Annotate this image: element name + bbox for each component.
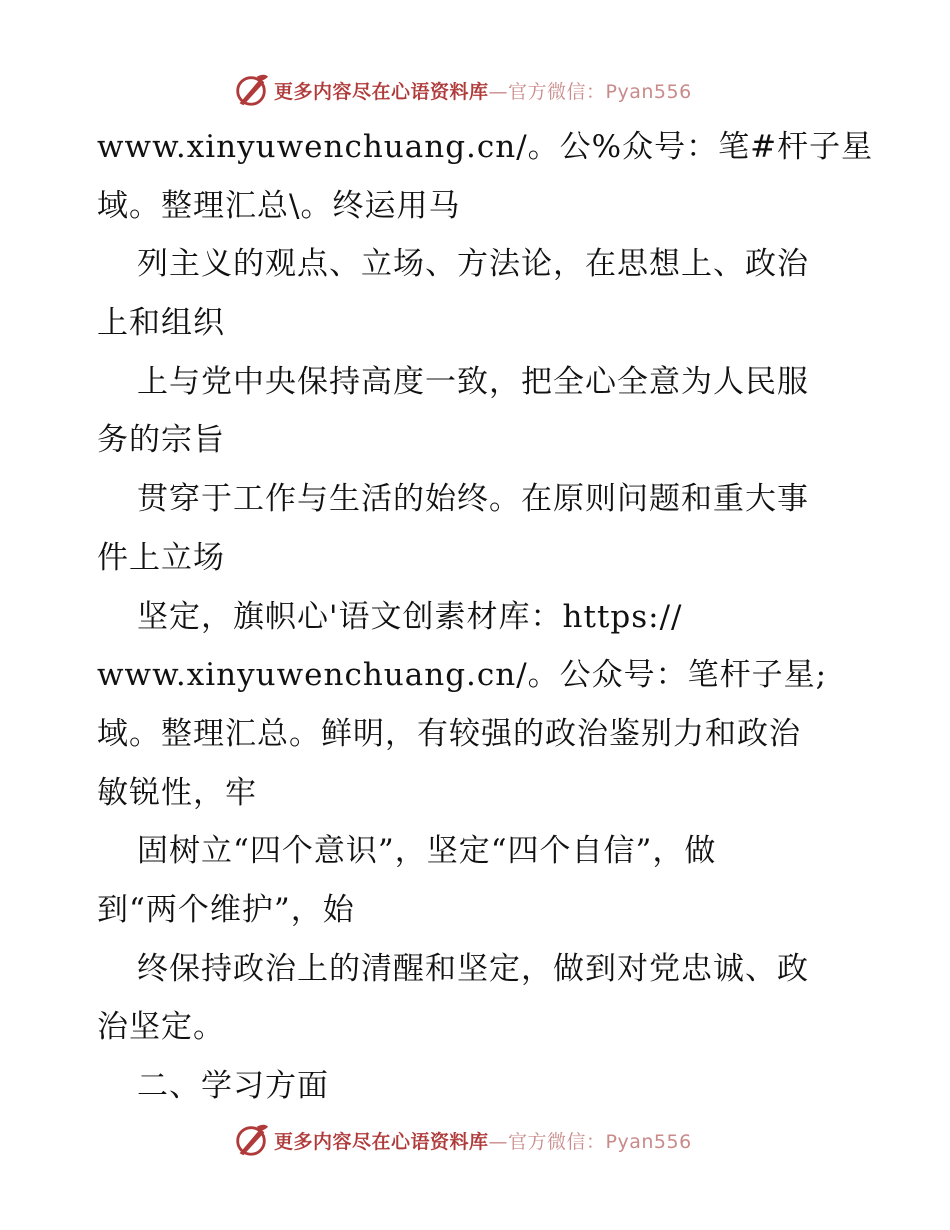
text-line: www.xinyuwenchuang.cn/。公众号：笔杆子星; (97, 657, 828, 694)
document-body (97, 118, 874, 1116)
footer-separator: — (488, 1130, 509, 1153)
section-heading: 二、学习方面 (137, 1068, 329, 1104)
header-text (274, 77, 692, 104)
text-line: 上和组织 (97, 305, 225, 342)
header-banner (232, 70, 692, 110)
quill-logo-icon (232, 1121, 270, 1159)
text-line: 坚定，旗帜心'语文创素材库：https:// (137, 598, 683, 635)
text-line: 件上立场 (97, 539, 225, 576)
text-line: www.xinyuwenchuang.cn/。公%众号：笔#杆子星 (97, 129, 874, 165)
text-line: 列主义的观点、立场、方法论，在思想上、政治 (137, 246, 809, 283)
text-line: 固树立“四个意识”，坚定“四个自信”，做 (137, 833, 717, 870)
text-line: 治坚定。 (97, 1009, 225, 1046)
text-line: 上与党中央保持高度一致，把全心全意为人民服 (137, 363, 809, 400)
footer-brand: 更多内容尽在心语资料库 (274, 1130, 489, 1153)
text-line: 敏锐性，牢 (97, 774, 257, 811)
header-wechat: 官方微信：Pyan556 (508, 80, 692, 103)
text-line: 域。整理汇总\。终运用马 (97, 187, 461, 224)
text-line: 务的宗旨 (97, 422, 225, 459)
text-line: 终保持政治上的清醒和坚定，做到对党忠诚、政 (137, 950, 809, 987)
text-line: 域。整理汇总。鲜明，有较强的政治鉴别力和政治 (97, 715, 801, 752)
header-separator: — (488, 80, 509, 103)
footer-text (274, 1127, 692, 1154)
text-line: 贯穿于工作与生活的始终。在原则问题和重大事 (137, 481, 809, 518)
footer-wechat: 官方微信：Pyan556 (508, 1130, 692, 1153)
header-brand: 更多内容尽在心语资料库 (274, 80, 489, 103)
footer-banner (232, 1120, 692, 1160)
text-line: 到“两个维护”，始 (97, 891, 355, 928)
quill-logo-icon (232, 71, 270, 109)
